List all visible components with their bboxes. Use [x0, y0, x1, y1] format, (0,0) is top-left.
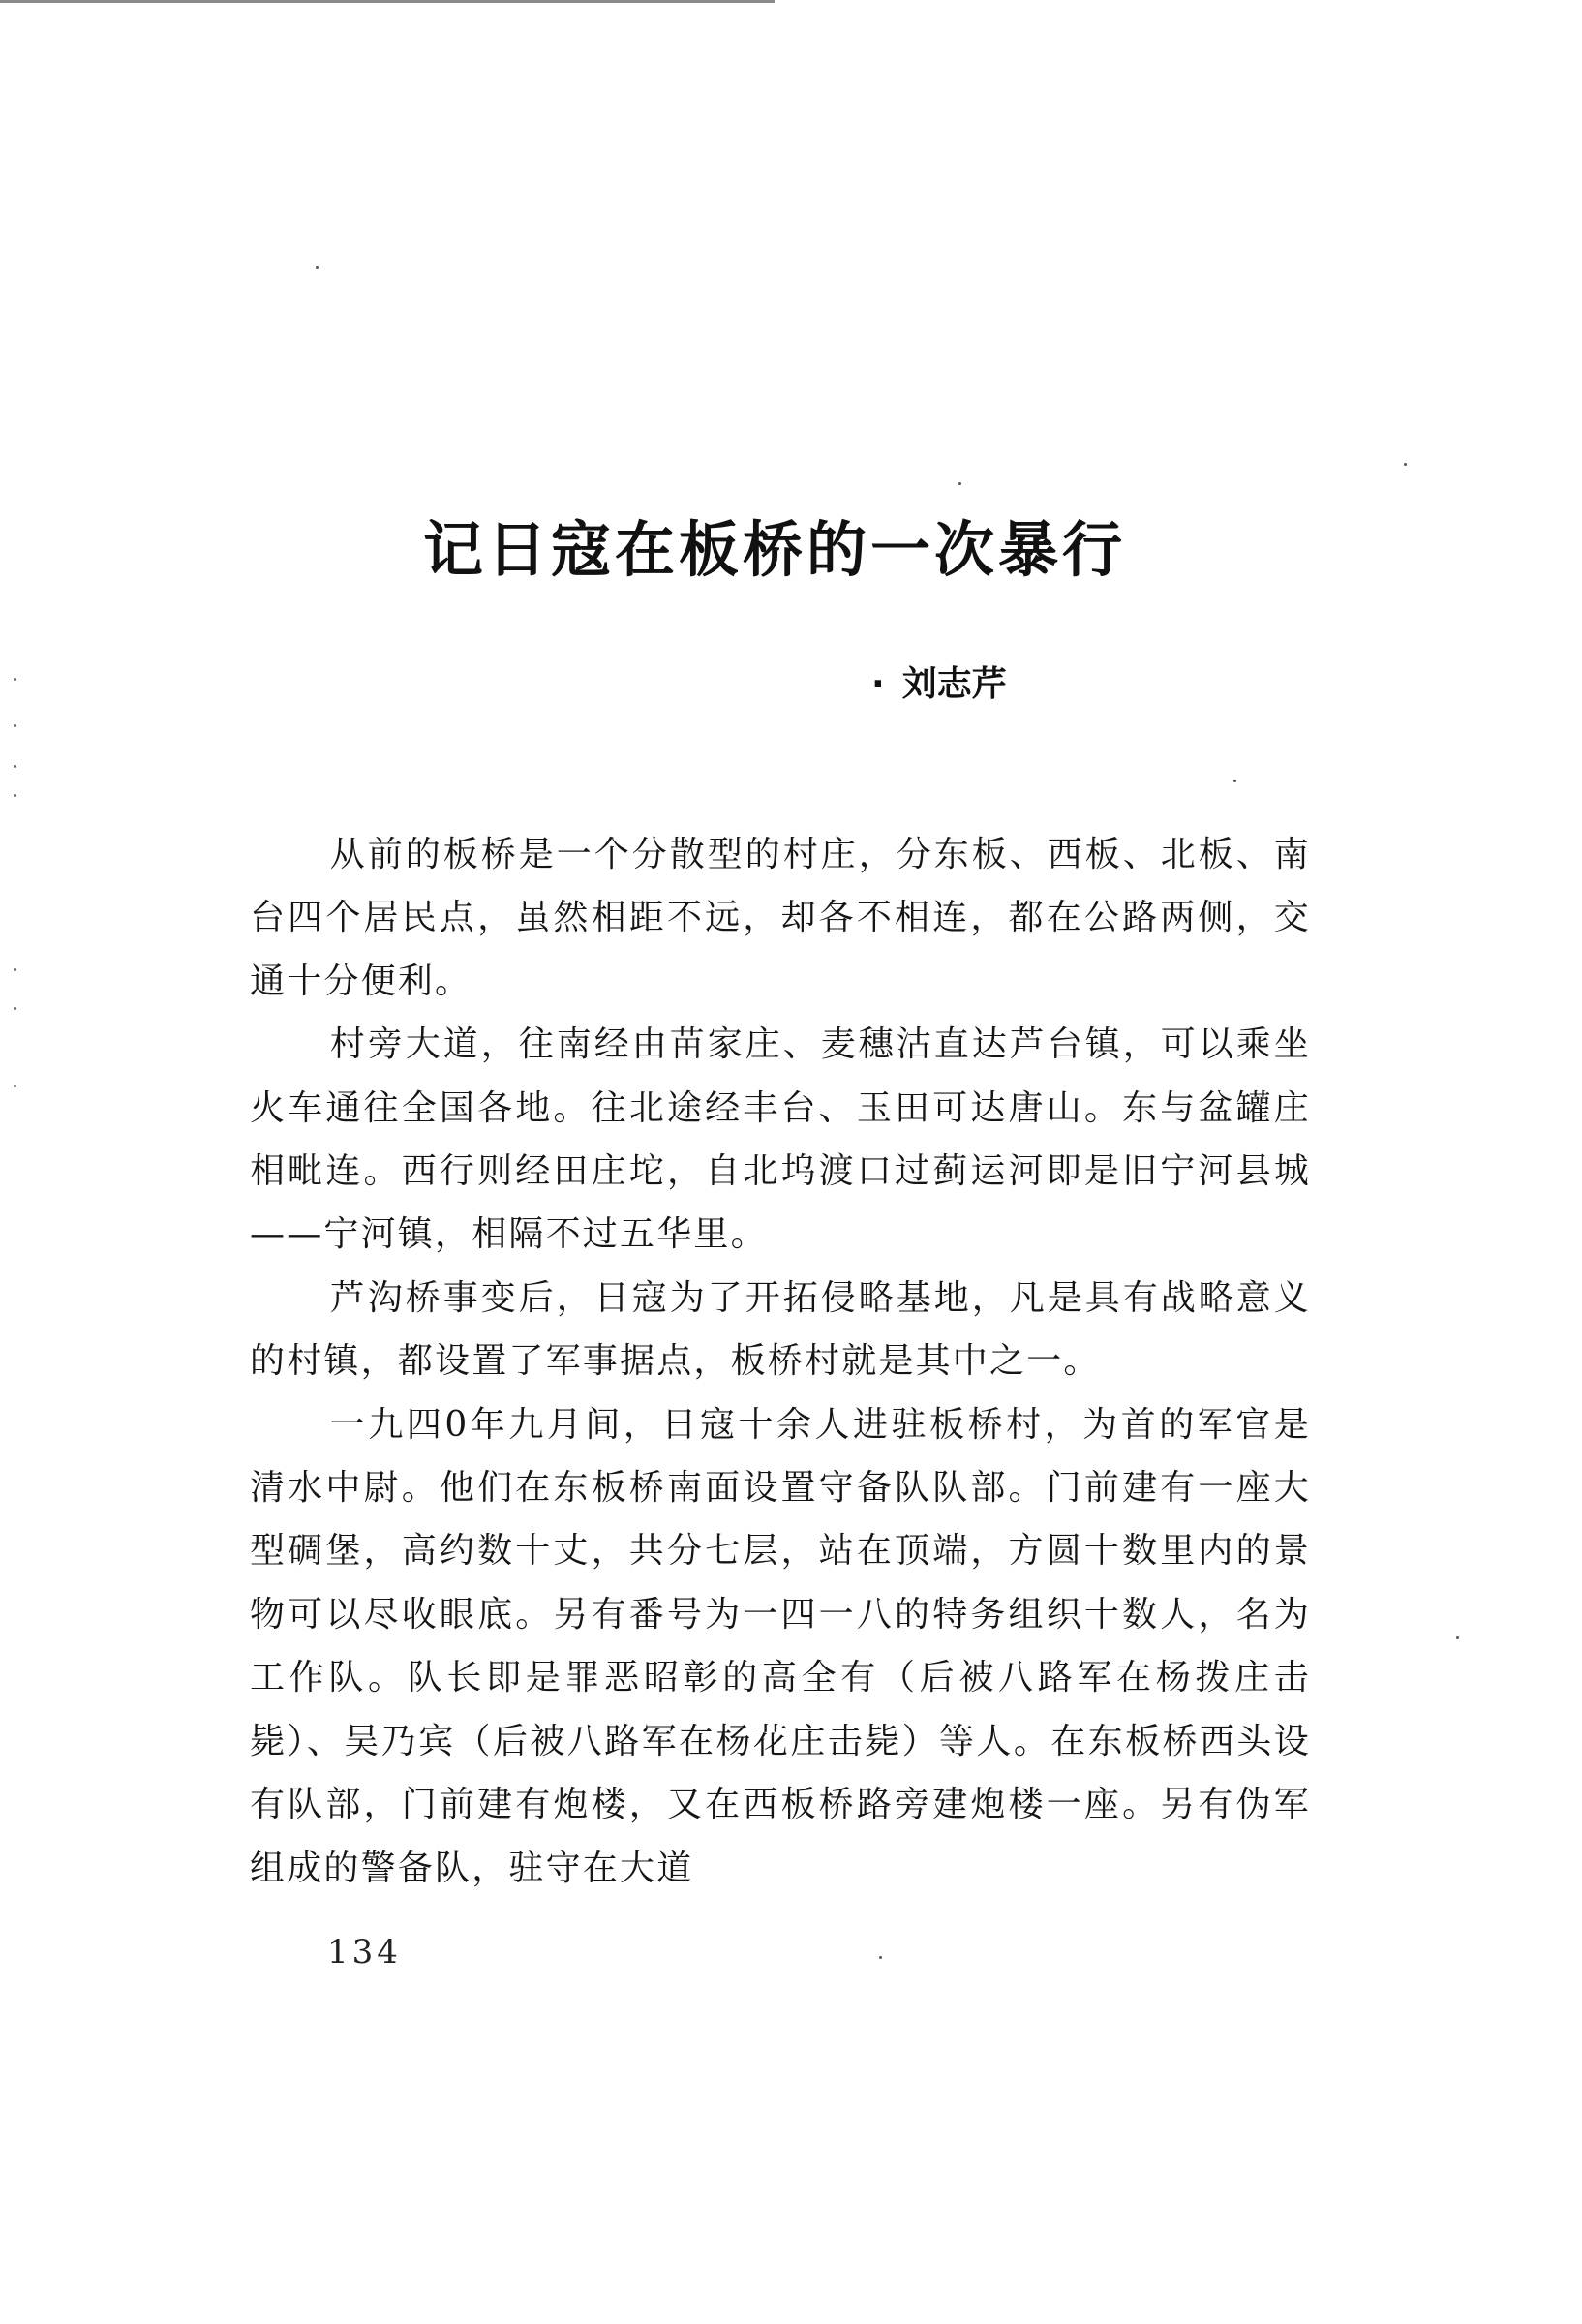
scan-speck	[14, 765, 16, 768]
paragraph: 村旁大道，往南经由苗家庄、麦穗沽直达芦台镇，可以乘坐火车通往全国各地。往北途经丰台、玉田可达唐山。东与盆罐庄相毗连。西行则经田庄坨，自北坞渡口过蓟运河即是旧宁河县城——宁河镇，相隔不过五华里。	[250, 1024, 1311, 1255]
author-name: 刘志芹	[901, 664, 1007, 704]
paragraph: 从前的板桥是一个分散型的村庄，分东板、西板、北板、南台四个居民点，虽然相距不远，却各不相连，都在公路两侧，交通十分便利。	[250, 835, 1311, 1001]
scan-speck	[14, 968, 16, 971]
scan-speck	[14, 678, 16, 681]
author-bullet: ·	[871, 664, 885, 704]
scan-speck	[14, 724, 16, 727]
scan-speck	[14, 1085, 16, 1087]
scan-speck	[1456, 1636, 1459, 1639]
scan-speck	[958, 482, 961, 485]
scan-speck	[14, 794, 16, 797]
article-body	[250, 823, 1311, 1900]
scan-speck	[14, 1007, 16, 1010]
scan-speck	[1233, 780, 1236, 782]
paragraph: 一九四0年九月间，日寇十余人进驻板桥村，为首的军官是清水中尉。他们在东板桥南面设置守备队队部。门前建有一座大型碉堡，高约数十丈，共分七层，站在顶端，方圆十数里内的景物可以尽收眼底。另有番号为一四一八的特务组织十数人，名为工作队。队长即是罪恶昭彰的高全有（后被八路军在杨拨庄击毙）、吴乃宾（后被八路军在杨花庄击毙）等人。在东板桥西头设有队部，门前建有炮楼，又在西板桥路旁建炮楼一座。另有伪军组成的警备队，驻守在大道	[250, 1404, 1311, 1888]
page-number: 134	[327, 1933, 402, 1972]
article-title: 记日寇在板桥的一次暴行	[422, 514, 1126, 585]
top-edge-rule	[0, 0, 775, 3]
paragraph: 芦沟桥事变后，日寇为了开拓侵略基地，凡是具有战略意义的村镇，都设置了军事据点，板桥村就是其中之一。	[250, 1277, 1311, 1382]
scan-speck	[879, 1956, 882, 1959]
scan-speck	[1404, 463, 1407, 466]
scan-speck	[316, 266, 319, 269]
author-line	[871, 660, 1007, 709]
